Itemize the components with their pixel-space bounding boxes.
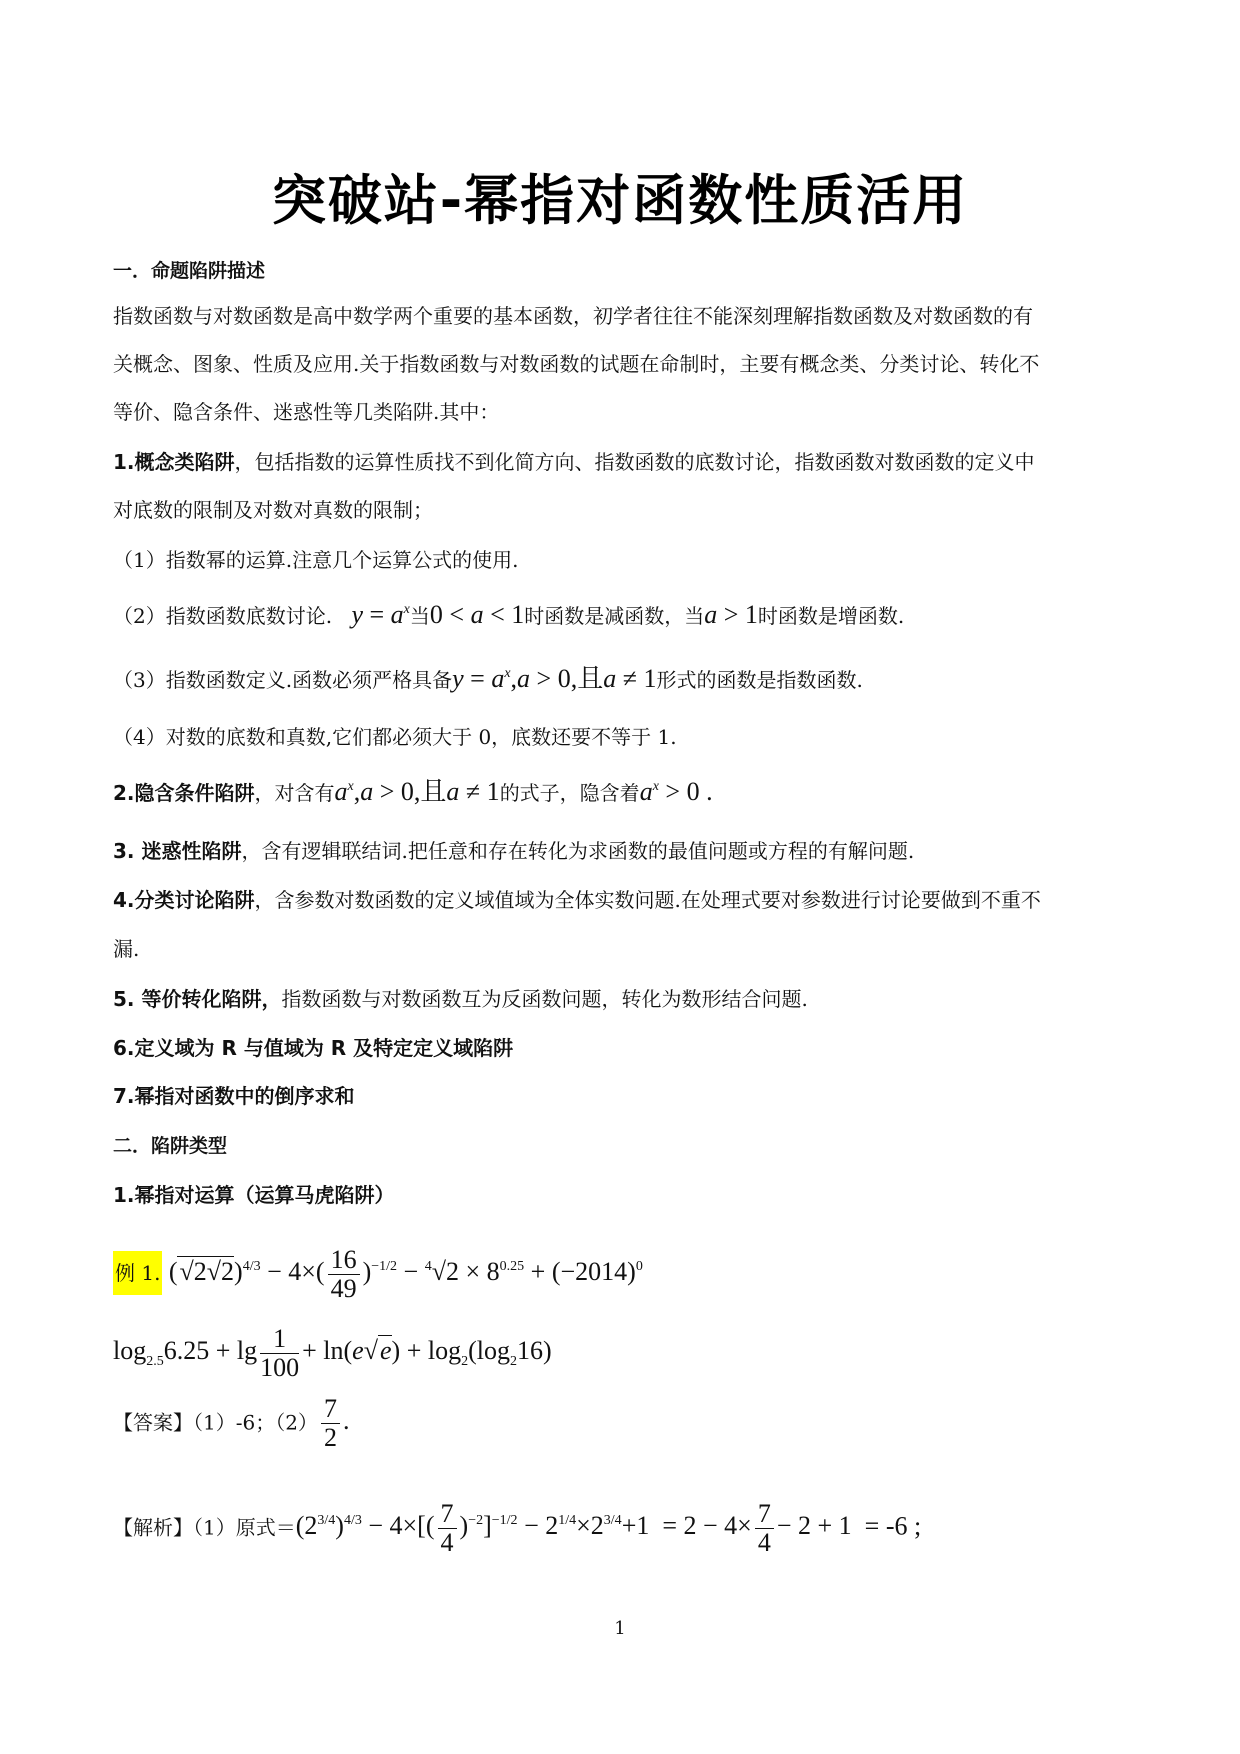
item-7: 7.幂指对函数中的倒序求和 <box>113 1084 355 1108</box>
sub-item-2: （2）指数函数底数讨论. $y = a^x$当0 < a < 1时函数是减函数，当a > 1时函数是增函数. <box>113 600 905 629</box>
section-heading-1: 一．命题陷阱描述 <box>113 260 266 282</box>
sub-item-1: （1）指数幂的运算.注意几个运算公式的使用. <box>113 548 519 572</box>
answer-fraction: $\frac{7}{2}$ . <box>318 1406 350 1435</box>
analysis-line: 【解析】（1）原式$=(2^{3/4})^{4/3} - 4\times$[( $\frac{7}{4}$ )$^{-2}]^{-1/2} - 2^{1/4}\times 2^{3/4}+1 = 2 - 4\times$ $\frac{7}{4}$ − 2 + 1 = -6 ; <box>113 1499 922 1557</box>
example-1-formula: $(√2√2)^{4/3} - 4\times$( $\frac{16}{49}$ )$^{-1/2} - ^4√2 \times 8^{0.25} + (-2014)^0$ <box>168 1245 643 1303</box>
section-heading-2: 二．陷阱类型 <box>113 1135 228 1157</box>
subsection-heading: 1.幂指对运算（运算马虎陷阱） <box>113 1183 395 1207</box>
item-3: 3. 迷惑性陷阱，含有逻辑联结词.把任意和存在转化为求函数的最值问题或方程的有解问题. <box>113 839 915 863</box>
item-1-text: ，包括指数的运算性质找不到化简方向、指数函数的底数讨论，指数函数对数函数的定义中 <box>234 450 1035 474</box>
example-label: 例 1. <box>113 1251 162 1295</box>
formula-ax-cond: $a^x,a > 0$,且a ≠ 1 <box>334 777 500 806</box>
answer-line: 【答案】（1）-6；（2） $\frac{7}{2}$ . <box>113 1394 350 1452</box>
page-title: 突破站-幂指对函数性质活用 <box>271 169 969 232</box>
formula-a-range: 0 < a < 1 <box>429 600 525 629</box>
example-1-formula-2: $\log_{2.5}6.25 + \lg$ $\frac{1}{100}$ + $\ln(e√e) + \log_2(\log_216)$ <box>113 1324 552 1382</box>
item-2: 2.隐含条件陷阱，对含有$a^x,a > 0$,且a ≠ 1的式子，隐含着$a^x > 0$ . <box>113 777 713 806</box>
item-1 <box>113 447 1133 477</box>
item-5: 5. 等价转化陷阱，指数函数与对数函数互为反函数问题，转化为数形结合问题. <box>113 987 808 1011</box>
sub-item-4: （4）对数的底数和真数,它们都必须大于 0，底数还要不等于 1. <box>113 725 677 749</box>
formula-y-ax: $y = a^x$ <box>351 600 410 629</box>
analysis-formula: $(2^{3/4})^{4/3} - 4\times$[( $\frac{7}{4}$ )$^{-2}]^{-1/2} - 2^{1/4}\times 2^{3/4}+1 = 2 - 4\times$ $\frac{7}{4}$ − 2 + 1 <box>295 1499 865 1557</box>
item-4: 4.分类讨论陷阱，含参数对数函数的定义域值域为全体实数问题.在处理式要对参数进行讨论要做到不重不 <box>113 888 1041 912</box>
intro-line-3: 等价、隐含条件、迷惑性等几类陷阱.其中： <box>113 400 500 424</box>
item-4-cont: 漏. <box>113 937 140 961</box>
item-1-title: 1.概念类陷阱 <box>113 450 235 474</box>
intro-line-2: 关概念、图象、性质及应用.关于指数函数与对数函数的试题在命制时，主要有概念类、分类讨论、转化不 <box>113 352 1040 376</box>
page-number: 1 <box>614 1618 626 1639</box>
example-1-part2 <box>113 1325 1133 1382</box>
formula-ax-pos: $a^x > 0$ . <box>639 777 713 806</box>
sub-item-3: （3）指数函数定义.函数必须严格具备$y = a^x,a > 0$,且a ≠ 1形式的函数是指数函数. <box>113 664 863 693</box>
intro-line-1: 指数函数与对数函数是高中数学两个重要的基本函数，初学者往往不能深刻理解指数函数及对数函数的有 <box>113 304 1033 328</box>
item-6: 6.定义域为 R 与值域为 R 及特定定义域陷阱 <box>113 1036 514 1060</box>
item-1-cont: 对底数的限制及对数对真数的限制； <box>113 498 433 522</box>
formula-exp-def: $y = a^x,a > 0$,且a ≠ 1 <box>452 664 657 693</box>
formula-a-gt1: a > 1 <box>704 600 758 629</box>
example-1 <box>113 1246 1133 1303</box>
